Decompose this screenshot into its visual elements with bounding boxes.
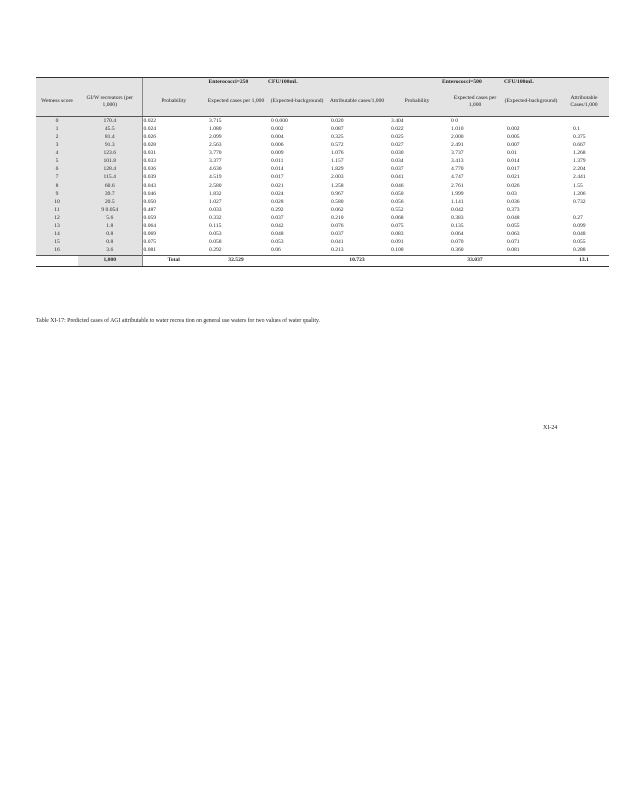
table-total-row bbox=[36, 255, 609, 266]
total-expected-2: 33.037 bbox=[447, 255, 503, 266]
table-cell bbox=[559, 117, 609, 126]
table-cell: 0.552 bbox=[391, 206, 404, 213]
table-cell: 0.028 bbox=[142, 141, 205, 149]
table-cell: 9 0.054 bbox=[78, 206, 142, 214]
table-cell: 0.027 bbox=[391, 142, 404, 149]
table-cell: 1.080 bbox=[209, 125, 222, 132]
table-cell: 0.081 bbox=[507, 247, 520, 254]
table-cell: 2.000 bbox=[451, 134, 464, 141]
table-caption: Table XI-17: Predicted cases of AGI attributable to water recrea tion on general use waters for two values of water quality. bbox=[36, 318, 320, 324]
table-cell: 0.8 bbox=[78, 230, 142, 238]
table-cell: 0.27 bbox=[573, 214, 583, 221]
table-cell: 0.115 bbox=[209, 223, 222, 230]
table-cell: 0.036 bbox=[507, 198, 520, 205]
table-cell: 0.041 bbox=[391, 174, 404, 181]
table-cell: 128.4 bbox=[78, 166, 142, 174]
table-group-header bbox=[36, 78, 609, 88]
table-cell: 81.4 bbox=[78, 133, 142, 141]
table-row bbox=[36, 222, 609, 230]
table-cell: 0.048 bbox=[271, 231, 284, 238]
table-cell: 0.055 bbox=[507, 223, 520, 230]
table-cell: 5.6 bbox=[78, 214, 142, 222]
table-cell: 2.204 bbox=[573, 166, 586, 173]
table-cell: 170.4 bbox=[78, 117, 142, 126]
table-cell: 45.5 bbox=[78, 125, 142, 133]
table-cell: 0.055 bbox=[573, 239, 586, 246]
table-cell: 0.048 bbox=[573, 231, 586, 238]
table-cell: 3.770 bbox=[209, 150, 222, 157]
table-cell: 101.8 bbox=[78, 157, 142, 165]
table-cell: 3.404 bbox=[391, 117, 404, 124]
table-cell: 1.832 bbox=[209, 190, 222, 197]
table-cell: 0.024 bbox=[271, 190, 284, 197]
table-row bbox=[36, 214, 609, 222]
table-cell: 4.770 bbox=[451, 166, 464, 173]
table-cell: 0.037 bbox=[331, 231, 344, 238]
table-cell: 0.009 bbox=[271, 150, 284, 157]
table-cell: 0.050 bbox=[142, 198, 205, 206]
table-cell: 3.377 bbox=[209, 158, 222, 165]
table-cell: 15 bbox=[36, 238, 78, 246]
table-cell: 12 bbox=[36, 214, 78, 222]
table-cell: 0.033 bbox=[142, 157, 205, 165]
table-cell: 3.715 bbox=[209, 117, 222, 124]
group2-label: Enterococci=500 bbox=[387, 78, 503, 88]
table-cell: 0.967 bbox=[331, 190, 344, 197]
table-cell: 9 bbox=[36, 190, 78, 198]
table-cell: 0.046 bbox=[391, 182, 404, 189]
table-cell: 4.630 bbox=[209, 166, 222, 173]
table-cell: 0.017 bbox=[507, 166, 520, 173]
table-row bbox=[36, 133, 609, 141]
table-cell: 0.030 bbox=[391, 150, 404, 157]
total-spacer bbox=[267, 255, 327, 266]
table-cell: 0.487 bbox=[142, 206, 205, 214]
table-cell: 0.213 bbox=[331, 247, 344, 254]
table-cell: 2.580 bbox=[209, 182, 222, 189]
table-cell: 0.058 bbox=[209, 239, 222, 246]
table-cell: 0.021 bbox=[507, 174, 520, 181]
page-number: XI-24 bbox=[543, 425, 558, 431]
table-cell: 0.100 bbox=[391, 247, 404, 254]
table-cell: 0.087 bbox=[331, 125, 344, 132]
table-cell: 0.037 bbox=[271, 214, 284, 221]
table-cell: 0.373 bbox=[507, 206, 520, 213]
table-cell: 3.737 bbox=[451, 150, 464, 157]
table-cell: 3.6 bbox=[78, 247, 142, 256]
table-cell: 0.022 bbox=[391, 125, 404, 132]
table-cell: 3 bbox=[36, 141, 78, 149]
table-row bbox=[36, 247, 609, 256]
agi-cases-table bbox=[36, 77, 609, 267]
table-cell: 0.580 bbox=[331, 198, 344, 205]
table-row bbox=[36, 190, 609, 198]
table-row bbox=[36, 157, 609, 165]
table-cell: 123.6 bbox=[78, 149, 142, 157]
table-cell: 1.379 bbox=[573, 158, 586, 165]
table-cell: 0.292 bbox=[209, 247, 222, 254]
table-cell: 11 bbox=[36, 206, 78, 214]
group1-unit: CFU/100mL bbox=[267, 78, 387, 88]
total-spacer bbox=[387, 255, 447, 266]
table-cell: 4.519 bbox=[209, 174, 222, 181]
table-cell: 1.258 bbox=[331, 182, 344, 189]
col-header-probability-1: Probability bbox=[142, 87, 205, 117]
table-cell: 0.005 bbox=[507, 134, 520, 141]
table-cell: 0.037 bbox=[391, 166, 404, 173]
table-cell: 91.3 bbox=[78, 141, 142, 149]
table-cell: 0.1 bbox=[573, 125, 580, 132]
table-cell: 0.063 bbox=[507, 231, 520, 238]
table-cell: 0.017 bbox=[271, 174, 284, 181]
table-cell: 0.042 bbox=[451, 206, 464, 213]
group2-unit: CFU/100mL bbox=[503, 78, 609, 88]
table-row bbox=[36, 238, 609, 246]
table-cell: 0.071 bbox=[507, 239, 520, 246]
col-header-attributable-2: Attributable Cases/1,000 bbox=[559, 87, 609, 117]
table-cell: 2.003 bbox=[331, 174, 344, 181]
table-cell: 6 bbox=[36, 166, 78, 174]
table-cell: 0.059 bbox=[142, 214, 205, 222]
table-cell: 0.046 bbox=[142, 190, 205, 198]
total-expected-1: 32.529 bbox=[205, 255, 267, 266]
table-cell: 0.8 bbox=[78, 238, 142, 246]
table-cell: 0.068 bbox=[391, 214, 404, 221]
col-header-attributable-1: Attributable cases/1,000 bbox=[327, 87, 387, 117]
table-cell: 0.081 bbox=[142, 247, 205, 256]
table-cell: 0.375 bbox=[573, 134, 586, 141]
table-cell: 0.069 bbox=[142, 230, 205, 238]
table-row bbox=[36, 166, 609, 174]
table-cell: 0.050 bbox=[391, 190, 404, 197]
table-cell: 4 bbox=[36, 149, 78, 157]
table-cell bbox=[503, 117, 559, 126]
col-header-expected-background-2: (Expected-background) bbox=[503, 87, 559, 117]
table-cell: 20.5 bbox=[78, 198, 142, 206]
table-cell: 0.064 bbox=[142, 222, 205, 230]
table-cell: 0.091 bbox=[391, 239, 404, 246]
table-cell bbox=[559, 206, 609, 214]
table-cell: 0.002 bbox=[271, 125, 284, 132]
table-cell: 0.026 bbox=[142, 133, 205, 141]
table-cell: 2.441 bbox=[573, 174, 586, 181]
table-cell: 1.141 bbox=[451, 198, 464, 205]
table-cell: 0.03 bbox=[507, 190, 517, 197]
table-cell: 2.563 bbox=[209, 142, 222, 149]
table-cell: 1.076 bbox=[331, 150, 344, 157]
table-cell: 16 bbox=[36, 247, 78, 256]
table-cell: 1.55 bbox=[573, 182, 583, 189]
table-row bbox=[36, 182, 609, 190]
col-header-recreators: GI/W recreators (per 1,000) bbox=[78, 87, 142, 117]
col-header-wetness: Wetness score bbox=[36, 87, 78, 117]
table-cell: 0.025 bbox=[391, 134, 404, 141]
col-header-expected-background-1: (Expected-background) bbox=[267, 87, 327, 117]
total-label: Total bbox=[142, 255, 205, 266]
table-cell: 0.011 bbox=[271, 158, 284, 165]
table-cell: 0.075 bbox=[391, 223, 404, 230]
table-cell: 0.024 bbox=[142, 125, 205, 133]
table-cell: 0.034 bbox=[391, 158, 404, 165]
header-blank-cell bbox=[36, 78, 142, 88]
table-cell: 0.062 bbox=[331, 206, 344, 213]
table-cell: 0.006 bbox=[271, 142, 284, 149]
table-cell: 0.004 bbox=[271, 134, 284, 141]
table-cell: 0.667 bbox=[573, 142, 586, 149]
table-cell: 1 bbox=[36, 125, 78, 133]
table-cell: 2.761 bbox=[451, 182, 464, 189]
table-cell: 7 bbox=[36, 174, 78, 182]
table-row bbox=[36, 141, 609, 149]
table-cell: 0.01 bbox=[507, 150, 517, 157]
table-cell: 14 bbox=[36, 230, 78, 238]
table-cell: 0 0.000 bbox=[271, 117, 288, 124]
table-body bbox=[36, 117, 609, 267]
col-header-expected-2: Expected cases per 1,000 bbox=[447, 87, 503, 117]
table-cell: 39.7 bbox=[78, 190, 142, 198]
col-header-probability-2: Probability bbox=[387, 87, 447, 117]
table-cell: 0.06 bbox=[271, 247, 281, 254]
table-cell: 4.747 bbox=[451, 174, 464, 181]
table-row bbox=[36, 174, 609, 182]
table-cell: 0.014 bbox=[271, 166, 284, 173]
table-cell: 0.021 bbox=[271, 182, 284, 189]
table-cell: 0.033 bbox=[209, 206, 222, 213]
table-cell: 0.020 bbox=[331, 117, 344, 124]
table-cell: 2 bbox=[36, 133, 78, 141]
table-cell: 2.491 bbox=[451, 142, 464, 149]
table-cell: 5 bbox=[36, 157, 78, 165]
total-spacer bbox=[503, 255, 559, 266]
table-cell: 0.070 bbox=[451, 239, 464, 246]
total-attributable-2: 13.1 bbox=[559, 255, 609, 266]
table-cell: 0.007 bbox=[507, 142, 520, 149]
table-row bbox=[36, 206, 609, 214]
col-header-expected-1: Expected cases per 1,000 bbox=[205, 87, 267, 117]
table-cell: 0.002 bbox=[507, 125, 520, 132]
table-cell: 0.288 bbox=[573, 247, 586, 254]
table-cell: 0.076 bbox=[331, 223, 344, 230]
table-cell: 10 bbox=[36, 198, 78, 206]
table-cell: 0 bbox=[36, 117, 78, 126]
total-spacer bbox=[36, 255, 78, 266]
table-cell: 0.135 bbox=[451, 223, 464, 230]
table-row bbox=[36, 198, 609, 206]
table-cell: 2.099 bbox=[209, 134, 222, 141]
total-recreators: 1,000 bbox=[78, 255, 142, 266]
table-cell: 0.031 bbox=[142, 149, 205, 157]
table-cell: 0.292 bbox=[271, 206, 284, 213]
total-attributable-1: 10.723 bbox=[327, 255, 387, 266]
table-cell: 0.360 bbox=[451, 247, 464, 254]
table-cell: 0.026 bbox=[507, 182, 520, 189]
table-cell: 3.413 bbox=[451, 158, 464, 165]
table-cell: 0.053 bbox=[209, 231, 222, 238]
table-cell: 0.056 bbox=[391, 198, 404, 205]
group1-label: Enterococci=250 bbox=[142, 78, 267, 88]
table-column-header bbox=[36, 87, 609, 117]
table-cell: 0.043 bbox=[142, 182, 205, 190]
table-cell: 1.268 bbox=[573, 150, 586, 157]
table-row bbox=[36, 125, 609, 133]
table-cell: 1.027 bbox=[209, 198, 222, 205]
table-cell: 1.010 bbox=[451, 125, 464, 132]
table-cell: 0.325 bbox=[331, 134, 344, 141]
table-cell: 0.383 bbox=[451, 214, 464, 221]
table-cell: 0.332 bbox=[209, 214, 222, 221]
table-cell: 0.572 bbox=[331, 142, 344, 149]
table-cell: 0.014 bbox=[507, 158, 520, 165]
table-cell: 0.028 bbox=[271, 198, 284, 205]
table-cell: 0.022 bbox=[142, 117, 205, 126]
table-cell: 0.210 bbox=[331, 214, 344, 221]
table-cell: 0.053 bbox=[271, 239, 284, 246]
table-cell: 0.041 bbox=[331, 239, 344, 246]
table-row bbox=[36, 117, 609, 126]
table-cell: 0.099 bbox=[573, 223, 586, 230]
table-cell: 0.064 bbox=[451, 231, 464, 238]
table-cell: 0 0 bbox=[451, 117, 458, 124]
table-cell: 115.4 bbox=[78, 174, 142, 182]
table-cell: 0.036 bbox=[142, 166, 205, 174]
table-cell: 1.999 bbox=[451, 190, 464, 197]
table-cell: 0.042 bbox=[271, 223, 284, 230]
table-cell: 1.8 bbox=[78, 222, 142, 230]
table-cell: 13 bbox=[36, 222, 78, 230]
table-row bbox=[36, 230, 609, 238]
table-cell: 1.206 bbox=[573, 190, 586, 197]
table-cell: 60.6 bbox=[78, 182, 142, 190]
table-cell: 1.829 bbox=[331, 166, 344, 173]
table-cell: 0.083 bbox=[391, 231, 404, 238]
table-row bbox=[36, 149, 609, 157]
table-cell: 0.075 bbox=[142, 238, 205, 246]
table-cell: 0.732 bbox=[573, 198, 586, 205]
table-cell: 8 bbox=[36, 182, 78, 190]
table-cell: 1.157 bbox=[331, 158, 344, 165]
table-cell: 0.048 bbox=[507, 214, 520, 221]
table-cell: 0.039 bbox=[142, 174, 205, 182]
